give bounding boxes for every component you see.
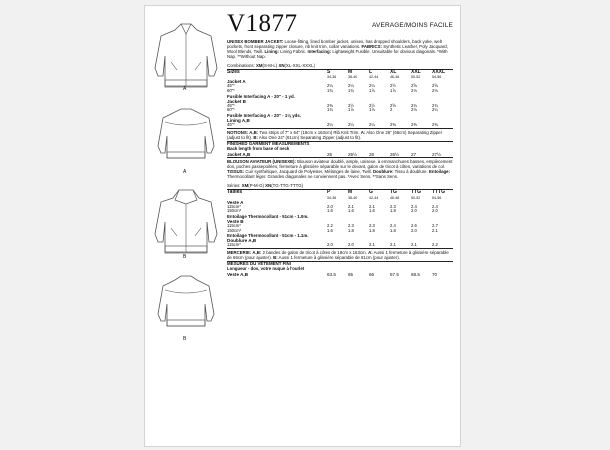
french-section <box>227 159 453 277</box>
fabric-width-label: 60"* <box>227 88 235 94</box>
size-range-cell: 34-36 <box>327 195 337 200</box>
text-segment: MERCERIE: A,B: <box>227 250 262 256</box>
yardage-cell: 2.1 <box>411 242 417 248</box>
yardage-cell: 1¾ <box>327 107 333 113</box>
pattern-number: V1877 <box>227 10 298 37</box>
text-segment: Tissu à doublure. <box>393 169 430 175</box>
finished-length-cell: 25½ <box>348 151 357 157</box>
pattern-envelope-back <box>145 6 460 446</box>
yardage-cell: 2.1 <box>369 203 375 209</box>
size-header-label: Tailles <box>227 189 243 196</box>
combination-b: XN <box>265 183 272 189</box>
yardage-cell: 2¾ <box>411 102 417 108</box>
size-range-cell: 46-48 <box>390 75 400 80</box>
yardage-cell: 2.0 <box>327 203 333 209</box>
yardage-cell: 2.1 <box>348 203 354 209</box>
jacket-a-back-icon <box>155 106 217 166</box>
yardage-cell: 1.6 <box>327 208 333 214</box>
illustration-label: A <box>183 169 187 175</box>
yardage-cell: 2⅝ <box>411 83 417 89</box>
yardage-cell: 1.6 <box>369 208 375 214</box>
size-column-header: TG <box>390 189 397 196</box>
fabric-width-label: 115cm* <box>227 222 241 228</box>
yardage-cell: 2.3 <box>369 222 375 228</box>
size-range-cell: 38-40 <box>348 75 358 80</box>
yardage-cell: 2¼ <box>348 121 354 127</box>
combination-a: XM <box>255 63 263 69</box>
text-segment: Lining: <box>264 49 279 55</box>
interfacing-label: Fusible Interfacing A - 20" - 1⅛ yds. <box>227 112 301 118</box>
size-range-cell: 50-52 <box>411 75 421 80</box>
yardage-cell: 1.8 <box>390 208 396 214</box>
yardage-cell: 2⅛ <box>411 107 417 113</box>
finished-length-cell: 66 <box>369 272 375 277</box>
size-range-cell: 38-40 <box>348 195 358 200</box>
yardage-cell: 1¾ <box>348 88 354 94</box>
finished-length-cell: 65 <box>348 272 354 277</box>
finished-length-cell: 27½ <box>432 151 441 157</box>
combination-b: XN <box>278 63 285 69</box>
description-text <box>227 39 453 59</box>
size-range-cell: 46-48 <box>390 195 400 200</box>
yardage-cell: 2⅛ <box>411 88 417 94</box>
finished-measurements-table <box>227 272 453 277</box>
garment-view-label: Jacket A <box>227 79 246 85</box>
title-row <box>227 12 453 38</box>
size-column-header: S <box>327 69 331 76</box>
yardage-cell: 2.1 <box>390 242 396 248</box>
yardage-cell: 2.0 <box>432 208 438 214</box>
size-range-cell: 34-36 <box>327 75 337 80</box>
text-segment: Cuir synthétique, Jacquard de Polyester, Mélanges de laine, Twill. <box>244 169 373 175</box>
yardage-cell: 2⅝ <box>390 102 396 108</box>
garment-view-label: Veste B <box>227 218 244 224</box>
difficulty-level: AVERAGE/MOINS FACILE <box>372 22 453 29</box>
yardage-cell: 2¼ <box>327 121 333 127</box>
combination-b-sizes: (XL-XXL-XXXL) <box>284 63 315 69</box>
yardage-cell: 2.0 <box>411 227 417 233</box>
yardage-cell: 2½ <box>348 102 354 108</box>
finished-measurements-title: MESURES DU VÊTEMENT FINI <box>227 261 291 267</box>
yardage-cell: 2.4 <box>432 203 438 209</box>
garment-view-label: Lining A,B <box>227 117 250 123</box>
yardage-cell: 2.0 <box>327 242 333 248</box>
text-segment: Doublure: <box>373 169 394 175</box>
text-segment: TISSUS: <box>227 169 245 175</box>
combination-a-sizes: (S-M-L) <box>262 63 278 69</box>
text-segment: Lightweight Fusible. Unsuitable for obvious diagonals. *With Nap. **Without Nap. <box>227 49 448 60</box>
yardage-cell: 1.8 <box>390 227 396 233</box>
text-segment: Also One 26" (66cm) Separating Zipper (adjust to fit). <box>227 129 443 140</box>
finished-measurements-title: FINISHED GARMENT MEASUREMENTS <box>227 141 310 147</box>
size-column-header: XXL <box>411 69 421 76</box>
text-segment: BLOUSON AVIATEUR (UNISEXE): <box>227 159 296 165</box>
size-range-cell: 50-52 <box>411 195 421 200</box>
finished-length-row <box>227 152 453 157</box>
yardage-cell: 2.0 <box>348 242 354 248</box>
size-range-cell: 54-56 <box>432 75 442 80</box>
combinations-line <box>227 183 453 188</box>
text-segment: UNISEX BOMBER JACKET: <box>227 39 284 44</box>
yardage-cell: 1.6 <box>348 208 354 214</box>
fabric-width-label: 115cm* <box>227 203 241 209</box>
yardage-cell: 1⅞ <box>390 88 396 94</box>
jacket-b-back-icon <box>155 274 217 334</box>
text-segment: Thermocollant léger. Grandes diagonales ne conviennent pas. *Avec Sens. **Sans Sens. <box>227 174 399 180</box>
size-column-header: XL <box>390 69 397 76</box>
size-column-header: M <box>348 189 353 196</box>
text-segment: 2 bandes de galon de tricot à côtes de 18cm x 163cm. <box>261 250 369 256</box>
text-segment: FABRICS: <box>361 44 382 50</box>
yardage-cell: 2⅜ <box>432 121 438 127</box>
yardage-cell: 2.1 <box>369 242 375 248</box>
text-segment: NOTIONS: A,B: <box>227 129 259 135</box>
yardage-cell: 2¼ <box>432 107 438 113</box>
fabric-width-label: 45"* <box>227 121 235 127</box>
yardage-cell: 1¾ <box>327 88 333 94</box>
finished-length-cell: 25 <box>327 151 333 157</box>
text-segment: Lining Fabric. <box>279 49 308 55</box>
yardage-cell: 1.6 <box>327 227 333 233</box>
yardage-cell: 2¼ <box>348 83 354 89</box>
interfacing-label: Entoilage Thermocollant - 51cm - 1.1m. <box>227 233 309 239</box>
garment-view-label: Doublure A,B <box>227 238 257 244</box>
fabric-width-label: 150cm* <box>227 208 242 214</box>
fabric-width-row <box>227 123 453 128</box>
yardage-cell: 2⅝ <box>432 83 438 89</box>
text-segment: Loose-fitting, lined bomber jacket, unisex, has dropped shoulders, back yoke, welt pockets, front separating zipper closure, rib knit trim, collar variations. <box>227 39 442 50</box>
yardage-cell: 2.3 <box>390 203 396 209</box>
size-column-header: L <box>369 69 373 76</box>
yardage-cell: 2.2 <box>327 222 333 228</box>
yardage-cell: 2⅜ <box>327 102 333 108</box>
combination-a-sizes: (P-M-G) <box>248 183 264 189</box>
size-column-header: P <box>327 189 331 196</box>
finished-length-label: Veste A,B <box>227 272 249 277</box>
description-text <box>227 159 453 179</box>
text-segment: Aussi 1 fermeture à glissière séparable de 66cm (pour ajuster). <box>227 250 449 261</box>
finished-length-cell: 27 <box>411 151 417 157</box>
yardage-cell: 2⅛ <box>432 88 438 94</box>
yardage-cell: 2.1 <box>432 227 438 233</box>
finished-length-cell: 63.5 <box>327 272 336 277</box>
yardage-cell: 1.8 <box>369 227 375 233</box>
yardage-cell: 2¼ <box>369 83 375 89</box>
text-segment: Blouson aviateur doublé, ample, unisexe, à emmanchures basses, empiècement dos, poches passepoilées, fermeture à glissière séparable sur le devant, galon de tricot à côtes, variations de col. <box>227 159 453 170</box>
fabric-width-label: 115cm* <box>227 242 241 248</box>
yardage-cell: 1⅞ <box>348 107 354 113</box>
text-segment: B: <box>253 135 258 140</box>
fabric-width-row <box>227 243 453 248</box>
fabric-width-label: 60"* <box>227 107 235 113</box>
garment-view-label: Veste A <box>227 199 244 205</box>
interfacing-label: Fusible Interfacing A - 20" - 1 yd. <box>227 93 295 99</box>
finished-measurements-table <box>227 152 453 157</box>
size-column-header: TTG <box>411 189 421 196</box>
fabric-width-label: 150cm* <box>227 227 242 233</box>
size-range-cell: 54-56 <box>432 195 442 200</box>
finished-length-cell: 70 <box>432 272 438 277</box>
notions-text <box>227 250 453 260</box>
text-segment: Entoilage: <box>429 169 451 175</box>
yardage-cell: 2.6 <box>411 222 417 228</box>
illustration-label: B <box>183 254 187 260</box>
yardage-cell: 2⅜ <box>411 121 417 127</box>
english-section <box>227 39 453 158</box>
text-segment: A: <box>368 250 373 256</box>
fabric-width-label: 45"* <box>227 83 235 89</box>
yardage-cell: 2¼ <box>369 121 375 127</box>
pattern-text <box>227 12 453 277</box>
combination-b-sizes: (TG-TTG-TTTG) <box>271 183 304 189</box>
combination-a: XM <box>241 183 249 189</box>
yardage-table <box>227 190 453 247</box>
garment-view-label: Jacket B <box>227 98 246 104</box>
yardage-cell: 2.3 <box>348 222 354 228</box>
jacket-b-front-icon <box>151 186 221 264</box>
text-segment: B: <box>273 255 278 261</box>
yardage-cell: 1⅞ <box>369 107 375 113</box>
yardage-cell: 1⅞ <box>369 88 375 94</box>
finished-length-cell: 68.5 <box>411 272 420 277</box>
yardage-cell: 2.7 <box>432 222 438 228</box>
combinations-prefix: Combinations: <box>227 63 256 69</box>
size-column-header: G <box>369 189 373 196</box>
notions-text <box>227 130 453 140</box>
size-header-label: Sizes <box>227 69 240 76</box>
text-segment: Also One 24" (61cm) Separating Zipper (adjust to fit). <box>257 135 362 140</box>
finished-length-cell: 26½ <box>390 151 399 157</box>
yardage-cell: 2.4 <box>411 203 417 209</box>
size-column-header: XXXL <box>432 69 446 76</box>
size-column-header: M <box>348 69 353 76</box>
fabric-width-label: 45"* <box>227 102 235 108</box>
text-segment: Synthetic Leather, Poly Jacquard, Wool Blends, Twill. <box>227 44 448 55</box>
yardage-cell: 2¼ <box>327 83 333 89</box>
finished-length-cell: 67.5 <box>390 272 399 277</box>
yardage-table <box>227 70 453 127</box>
finished-measurements-subtitle: Longueur - dos, votre nuque à l'ourlet <box>227 266 305 272</box>
finished-length-row <box>227 272 453 277</box>
yardage-cell: 2.2 <box>432 242 438 248</box>
yardage-cell: 2.0 <box>411 208 417 214</box>
combinations-prefix: Séries: <box>227 183 242 189</box>
size-column-header: TTTG <box>432 189 446 196</box>
interfacing-label: Entoilage Thermocollant - 51cm - 1.0m. <box>227 213 309 219</box>
text-segment: Interfacing: <box>307 49 332 55</box>
finished-measurements-subtitle: Back length from base of neck <box>227 145 290 151</box>
yardage-cell: 2½ <box>369 102 375 108</box>
yardage-cell: 2.4 <box>390 222 396 228</box>
yardage-cell: 2 <box>390 107 393 113</box>
finished-length-cell: 26 <box>369 151 375 157</box>
size-range-cell: 42-44 <box>369 75 379 80</box>
yardage-cell: 1.8 <box>348 227 354 233</box>
text-segment: A: <box>360 129 366 135</box>
finished-length-label: Jacket A,B <box>227 151 251 157</box>
combinations-line <box>227 63 453 68</box>
yardage-cell: 2½ <box>390 83 396 89</box>
illustration-label: B <box>183 336 187 342</box>
yardage-cell: 2⅜ <box>390 121 396 127</box>
size-range-cell: 42-44 <box>369 195 379 200</box>
illustration-label: A <box>183 86 187 92</box>
yardage-cell: 2¾ <box>432 102 438 108</box>
text-segment: Aussi 1 fermeture à glissière séparable de 61cm (pour ajuster). <box>277 255 400 261</box>
text-segment: Two strips of 7" x 64" (18cm x 163cm) Rib Knit Trim. <box>258 129 361 135</box>
garment-illustrations <box>145 6 225 446</box>
